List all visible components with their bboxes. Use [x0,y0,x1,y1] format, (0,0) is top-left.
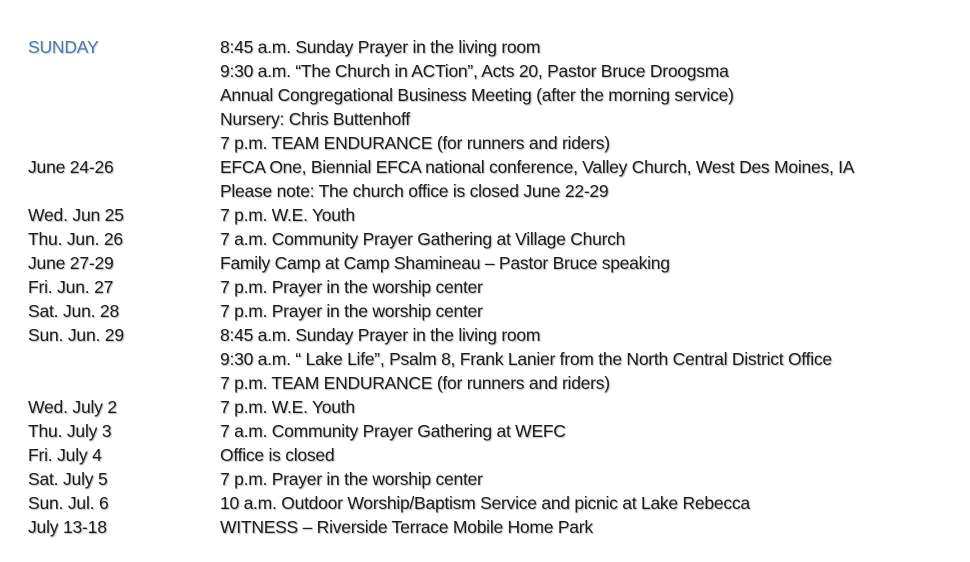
schedule-row [28,323,958,347]
schedule-event: Nursery: Chris Buttenhoff [220,109,410,129]
schedule-date: Wed. Jun 25 [28,205,124,225]
schedule-date: July 13-18 [28,517,107,537]
schedule-date [28,131,220,155]
schedule-event: 9:30 a.m. “The Church in ACTion”, Acts 20, Pastor Bruce Droogsma [220,61,729,81]
schedule-event: 7 p.m. Prayer in the worship center [220,469,483,489]
schedule-row [28,59,958,83]
schedule-date: Sun. Jun. 29 [28,325,124,345]
schedule-row [28,491,958,515]
schedule-date: SUNDAY [28,37,99,57]
schedule-date [28,59,220,83]
schedule-date: June 24-26 [28,157,114,177]
schedule-date: Fri. Jun. 27 [28,277,114,297]
schedule-date: Thu. July 3 [28,421,112,441]
schedule-row [28,227,958,251]
schedule-row [28,83,958,107]
schedule-date [28,347,220,371]
schedule-event: 7 a.m. Community Prayer Gathering at WEFC [220,421,566,441]
schedule-date [28,83,220,107]
schedule-row [28,251,958,275]
schedule-date: Sat. July 5 [28,469,108,489]
schedule-event: Office is closed [220,445,335,465]
schedule-event: 7 p.m. Prayer in the worship center [220,277,483,297]
schedule-event: 10 a.m. Outdoor Worship/Baptism Service and picnic at Lake Rebecca [220,493,750,513]
schedule-row [28,515,958,539]
schedule-event: Annual Congregational Business Meeting (after the morning service) [220,85,734,105]
schedule-event: EFCA One, Biennial EFCA national conference, Valley Church, West Des Moines, IA [220,157,855,177]
schedule-row [28,35,958,59]
schedule-event: WITNESS – Riverside Terrace Mobile Home Park [220,517,593,537]
schedule-row [28,131,958,155]
schedule-event: Family Camp at Camp Shamineau – Pastor Bruce speaking [220,253,670,273]
event-schedule [28,35,958,539]
schedule-row [28,275,958,299]
schedule-date: Sun. Jul. 6 [28,493,109,513]
schedule-event: 7 p.m. TEAM ENDURANCE (for runners and riders) [220,373,610,393]
schedule-event: 8:45 a.m. Sunday Prayer in the living room [220,37,541,57]
schedule-event: 7 p.m. W.E. Youth [220,205,355,225]
schedule-row [28,203,958,227]
schedule-date: Wed. July 2 [28,397,117,417]
schedule-date: June 27-29 [28,253,114,273]
schedule-row [28,395,958,419]
schedule-event: Please note: The church office is closed June 22-29 [220,181,609,201]
schedule-row [28,467,958,491]
schedule-date: Thu. Jun. 26 [28,229,123,249]
schedule-row [28,179,958,203]
schedule-date: Fri. July 4 [28,445,102,465]
schedule-date [28,179,220,203]
schedule-date: Sat. Jun. 28 [28,301,119,321]
schedule-row [28,443,958,467]
schedule-event: 7 p.m. W.E. Youth [220,397,355,417]
schedule-row [28,371,958,395]
schedule-row [28,347,958,371]
schedule-row [28,107,958,131]
schedule-event: 8:45 a.m. Sunday Prayer in the living room [220,325,541,345]
schedule-event: 7 p.m. TEAM ENDURANCE (for runners and riders) [220,133,610,153]
schedule-date [28,371,220,395]
schedule-row [28,419,958,443]
schedule-date [28,107,220,131]
schedule-event: 7 p.m. Prayer in the worship center [220,301,483,321]
schedule-row [28,299,958,323]
schedule-row [28,155,958,179]
schedule-event: 7 a.m. Community Prayer Gathering at Village Church [220,229,626,249]
schedule-event: 9:30 a.m. “ Lake Life”, Psalm 8, Frank Lanier from the North Central District Office [220,349,832,369]
